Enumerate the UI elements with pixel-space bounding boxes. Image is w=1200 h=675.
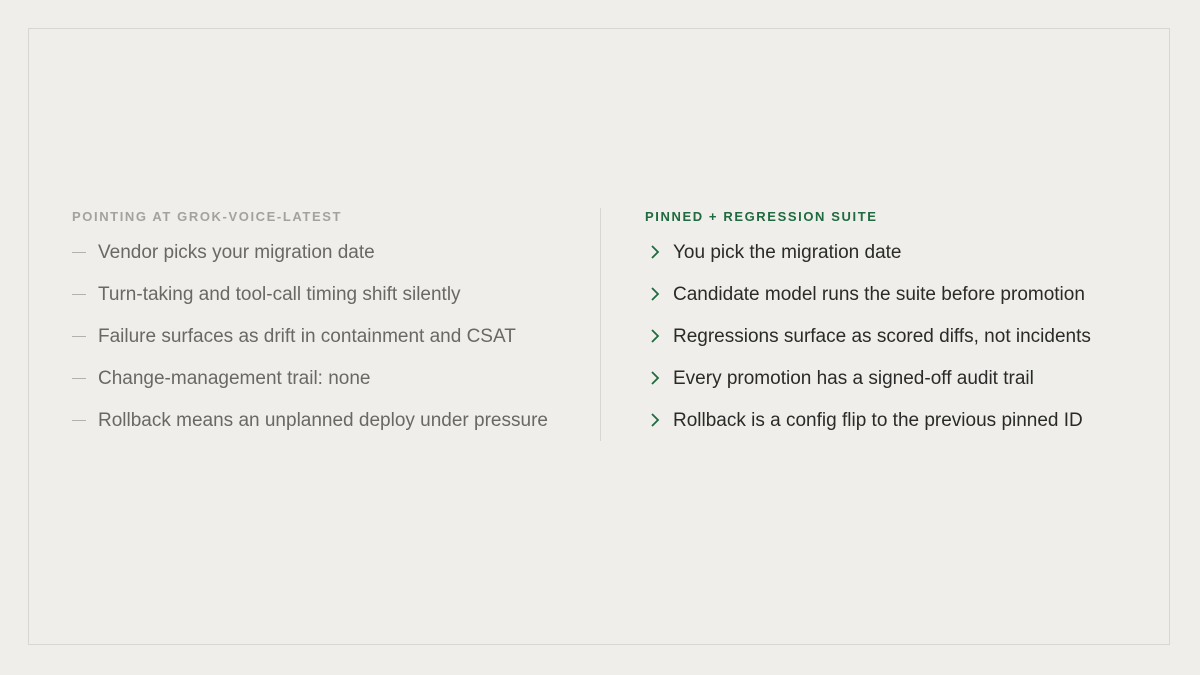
chevron-right-icon — [649, 329, 661, 343]
left-item-text: Turn-taking and tool-call timing shift silently — [98, 284, 461, 305]
left-column — [72, 208, 572, 450]
dash-icon — [72, 294, 86, 295]
right-list — [645, 240, 1165, 434]
left-list-item — [72, 240, 572, 266]
chevron-right-icon — [649, 371, 661, 385]
right-column-heading: PINNED + REGRESSION SUITE — [645, 209, 878, 224]
chevron-right-icon — [649, 245, 661, 259]
right-item-text: Rollback is a config flip to the previous pinned ID — [673, 410, 1083, 431]
left-list-item — [72, 282, 572, 308]
right-list-item — [645, 282, 1165, 308]
right-item-text: Every promotion has a signed-off audit trail — [673, 368, 1034, 389]
left-item-text: Change-management trail: none — [98, 368, 371, 389]
right-list-item — [645, 240, 1165, 266]
right-column — [645, 208, 1165, 450]
right-list-item — [645, 408, 1165, 434]
left-list-item — [72, 366, 572, 392]
dash-icon — [72, 420, 86, 421]
column-divider — [600, 208, 601, 441]
dash-icon — [72, 378, 86, 379]
left-list-item — [72, 408, 572, 434]
left-column-heading: POINTING AT GROK-VOICE-LATEST — [72, 209, 343, 224]
right-item-text: Candidate model runs the suite before promotion — [673, 284, 1085, 305]
chevron-right-icon — [649, 413, 661, 427]
left-item-text: Rollback means an unplanned deploy under pressure — [98, 410, 548, 431]
right-list-item — [645, 324, 1165, 350]
left-item-text: Vendor picks your migration date — [98, 242, 375, 263]
right-item-text: Regressions surface as scored diffs, not incidents — [673, 326, 1091, 347]
right-item-text: You pick the migration date — [673, 242, 902, 263]
left-item-text: Failure surfaces as drift in containment and CSAT — [98, 326, 516, 347]
dash-icon — [72, 252, 86, 253]
dash-icon — [72, 336, 86, 337]
chevron-right-icon — [649, 287, 661, 301]
right-list-item — [645, 366, 1165, 392]
left-list-item — [72, 324, 572, 350]
left-list — [72, 240, 572, 434]
